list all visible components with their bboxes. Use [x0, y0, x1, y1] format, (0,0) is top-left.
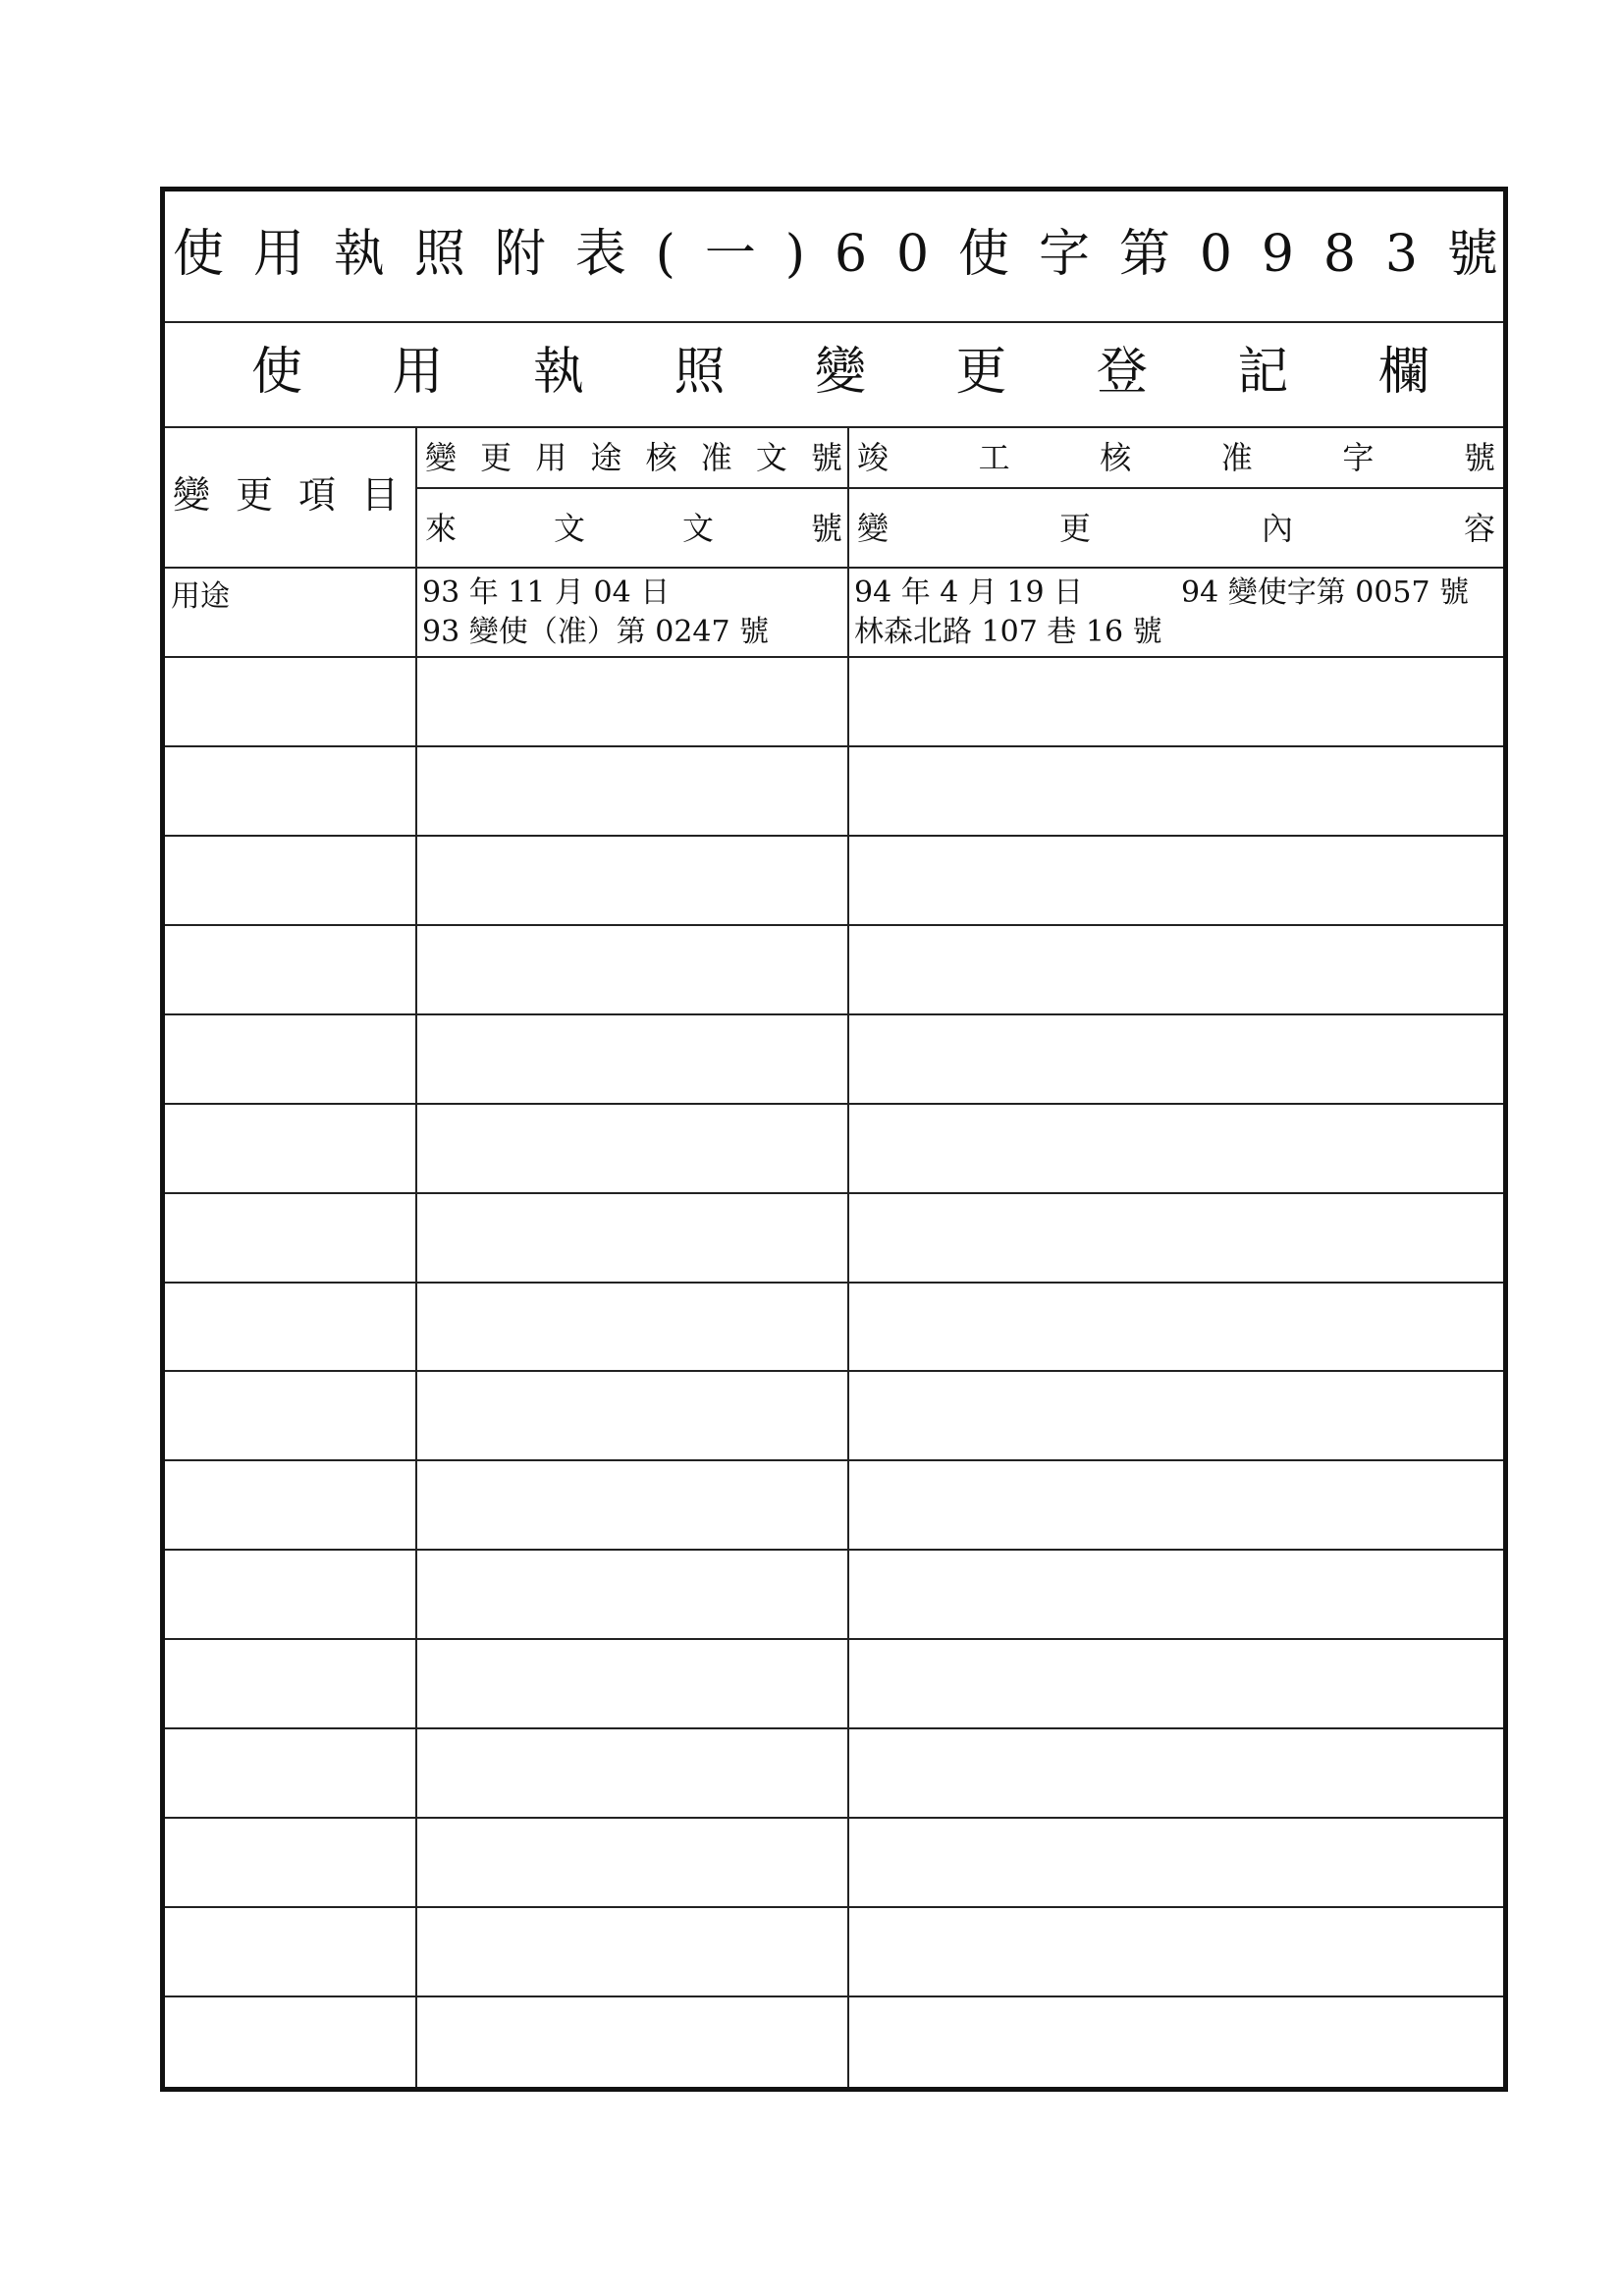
- header-char: 目: [360, 473, 399, 517]
- title-char: 表: [574, 225, 626, 284]
- title-char: 附: [494, 225, 546, 284]
- header-char: 准: [1220, 439, 1253, 476]
- table-row: [165, 1015, 1503, 1105]
- title-char: 用: [252, 225, 304, 284]
- table-row: [165, 1997, 1503, 2087]
- table-row: [165, 1819, 1503, 1908]
- title-char: 號: [1446, 225, 1498, 284]
- header-char: 容: [1463, 510, 1495, 547]
- section-title-char: 欄: [1377, 343, 1429, 402]
- row-doc-date: 93 年 11 月 04 日: [422, 575, 671, 610]
- table-row: [165, 1105, 1503, 1194]
- table-row: [165, 1551, 1503, 1640]
- table-row: [165, 1461, 1503, 1551]
- header-char: 變: [173, 473, 211, 517]
- title-char: 0: [896, 225, 930, 284]
- column-header: [165, 428, 1503, 569]
- section-title-char: 用: [392, 343, 444, 402]
- title-char: ): [784, 225, 806, 284]
- table-row: [165, 1284, 1503, 1373]
- table-row: [165, 569, 1503, 658]
- title-char: 6: [835, 225, 868, 284]
- table-row: [165, 837, 1503, 926]
- title-char: 一: [704, 225, 756, 284]
- table-row: [165, 1372, 1503, 1461]
- usage-license-form: [160, 187, 1508, 2092]
- header-char: 內: [1261, 510, 1293, 547]
- divider: [417, 487, 1503, 489]
- title-char: 8: [1322, 225, 1356, 284]
- title-char: (: [655, 225, 675, 284]
- record-table: [165, 569, 1503, 2087]
- section-title-char: 照: [674, 343, 726, 402]
- header-char: 准: [700, 439, 732, 476]
- table-row: [165, 926, 1503, 1015]
- header-char: 變: [857, 510, 890, 547]
- table-row: [165, 658, 1503, 747]
- title-char: 照: [413, 225, 465, 284]
- header-char: 文: [553, 510, 585, 547]
- header-char: 核: [645, 439, 677, 476]
- divider: [847, 428, 849, 567]
- section-title-char: 變: [814, 343, 866, 402]
- section-title-char: 執: [532, 343, 584, 402]
- header-char: 號: [810, 510, 842, 547]
- section-title-char: 登: [1096, 343, 1148, 402]
- header-incoming-doc-no: [425, 509, 842, 548]
- table-row: [165, 747, 1503, 837]
- title-char: 字: [1038, 225, 1090, 284]
- section-title-char: 記: [1237, 343, 1289, 402]
- header-char: 更: [1058, 510, 1091, 547]
- row-item: 用途: [171, 579, 230, 614]
- header-char: 號: [1463, 439, 1495, 476]
- section-title-char: 使: [251, 343, 303, 402]
- header-char: 核: [1100, 439, 1132, 476]
- table-row: [165, 1908, 1503, 1997]
- form-title: [173, 225, 1498, 284]
- table-row: [165, 1729, 1503, 1819]
- header-char: 項: [297, 473, 336, 517]
- header-approval-doc-no: [425, 438, 842, 477]
- header-char: 來: [425, 510, 458, 547]
- header-char: 更: [235, 473, 273, 517]
- title-char: 0: [1199, 225, 1232, 284]
- header-completion-approval-no: [857, 438, 1495, 477]
- header-char: 竣: [857, 439, 890, 476]
- title-char: 9: [1261, 225, 1294, 284]
- table-row: [165, 1194, 1503, 1284]
- title-char: 第: [1118, 225, 1170, 284]
- title-char: 使: [958, 225, 1010, 284]
- header-change-content: [857, 509, 1495, 548]
- header-char: 工: [978, 439, 1010, 476]
- row-doc-number: 93 變使（准）第 0247 號: [422, 615, 770, 649]
- header-char: 文: [755, 439, 787, 476]
- section-title-char: 更: [955, 343, 1007, 402]
- section-title: [251, 343, 1429, 402]
- header-char: 更: [480, 439, 512, 476]
- divider: [415, 428, 417, 567]
- section-title-row: [165, 323, 1503, 428]
- header-char: 變: [425, 439, 458, 476]
- header-char: 途: [590, 439, 622, 476]
- header-char: 用: [535, 439, 567, 476]
- row-change-content: 林森北路 107 巷 16 號: [854, 615, 1162, 649]
- header-char: 號: [810, 439, 842, 476]
- title-char: 使: [173, 225, 225, 284]
- form-title-row: [165, 191, 1503, 323]
- title-char: 執: [333, 225, 385, 284]
- row-completion-date: 94 年 4 月 19 日: [854, 575, 1084, 610]
- header-char: 字: [1342, 439, 1375, 476]
- row-completion-number: 94 變使字第 0057 號: [1181, 575, 1470, 610]
- table-row: [165, 1640, 1503, 1729]
- header-change-item: [173, 475, 399, 515]
- header-char: 文: [681, 510, 714, 547]
- title-char: 3: [1384, 225, 1418, 284]
